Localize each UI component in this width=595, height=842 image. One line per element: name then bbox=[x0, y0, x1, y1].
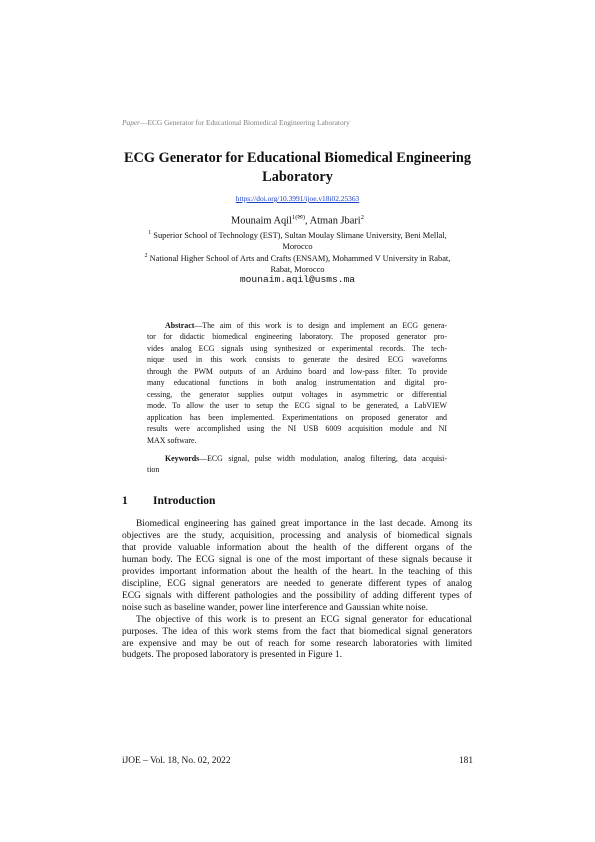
body-text bbox=[122, 519, 472, 662]
keywords-text: —ECG signal, pulse width modulation, analog filtering, data acquisi- bbox=[199, 454, 447, 463]
body-line: discipline, ECG signal generators are needed to generate different types of analog bbox=[122, 578, 472, 589]
body-line: provides important information about the health of the heart. In the teaching of this bbox=[122, 566, 472, 577]
section-number: 1 bbox=[122, 495, 128, 507]
body-line: Biomedical engineering has gained great importance in the last decade. Among its bbox=[136, 519, 472, 529]
paper-title bbox=[100, 149, 495, 187]
section-title: Introduction bbox=[153, 495, 216, 507]
body-line: ECG signals with different pathologies and the possibility of adding different types of bbox=[122, 590, 472, 601]
affiliation-line: Morocco bbox=[282, 242, 313, 252]
abstract-line: cessing, the generator supplies output voltages in asymmetric or differential bbox=[147, 389, 447, 399]
abstract-line: results were accomplished using the NI USB 6009 acquisition module and NI bbox=[147, 424, 447, 434]
author-affiliation-mark: 1(✉) bbox=[291, 214, 305, 221]
affiliation-line bbox=[130, 228, 465, 241]
doi-link[interactable]: https://doi.org/10.3991/ijoe.v18i02.25363 bbox=[235, 194, 360, 203]
author-list bbox=[100, 213, 495, 226]
affiliation-line bbox=[130, 251, 465, 264]
body-line: The objective of this work is to present an ECG signal generator for educational bbox=[136, 614, 472, 625]
abstract-line: many educational functions in both analog instrumentation and digital pro- bbox=[147, 378, 447, 388]
running-head-title: —ECG Generator for Educational Biomedical Engineering Laboratory bbox=[140, 118, 350, 127]
body-line: are expensive and may be out of reach for some research laboratories with limited bbox=[122, 638, 472, 649]
running-head bbox=[122, 118, 350, 127]
section-heading bbox=[122, 495, 215, 507]
abstract-line: mode. To allow the user to setup the ECG signal to be generated, a LabVIEW bbox=[147, 401, 447, 411]
author-name: Atman Jbari bbox=[309, 215, 361, 227]
abstract-line: tor for didactic biomedical engineering laboratory. The proposed generator pro- bbox=[147, 332, 447, 342]
footer-journal: iJOE ‒ Vol. 18, No. 02, 2022 bbox=[122, 756, 231, 766]
abstract-line: through the PWM outputs of an Arduino board and low-pass filter. To provide bbox=[147, 366, 447, 376]
footer-page-number: 181 bbox=[458, 756, 473, 766]
abstract-line: application has been implemented. Experimentations on proposed generator and bbox=[147, 412, 447, 422]
affiliation-text: Superior School of Technology (EST), Sultan Moulay Slimane University, Beni Mellal, bbox=[151, 230, 447, 240]
title-line-2: Laboratory bbox=[262, 169, 333, 185]
abstract-line: MAX software. bbox=[147, 435, 197, 445]
affiliation-2 bbox=[130, 251, 465, 276]
abstract-line: vides analog ECG signals using synthesized or experimental records. The tech- bbox=[147, 343, 447, 353]
author-name: Mounaim Aqil bbox=[231, 215, 292, 227]
body-line: that provide valuable information about the health of the different organs of the bbox=[122, 542, 472, 553]
affiliation-1 bbox=[130, 228, 465, 253]
running-head-label: Paper bbox=[122, 118, 141, 127]
abstract bbox=[147, 320, 447, 446]
abstract-line bbox=[147, 320, 447, 331]
body-line: noise such as baseline wander, power line interference and Gaussian white noise. bbox=[122, 602, 428, 613]
body-line: purposes. The idea of this work stems from the fact that biomedical signal generators bbox=[122, 626, 472, 637]
body-line: budgets. The proposed laboratory is presented in Figure 1. bbox=[122, 650, 342, 661]
keywords-line bbox=[147, 453, 447, 464]
author-separator: , bbox=[304, 215, 310, 227]
body-line: objectives are the study, acquisition, processing and analysis of biomedical signals bbox=[122, 530, 472, 541]
affiliation-text: National Higher School of Arts and Crafts (ENSAM), Mohammed V University in Rabat, bbox=[147, 253, 451, 263]
body-line: human body. The ECG signal is one of the most important of these signals because it bbox=[122, 554, 472, 565]
abstract-line: nique used in this work consists to generate the desired ECG waveforms bbox=[147, 355, 447, 365]
affiliation-mark: 2 bbox=[144, 253, 148, 259]
title-line-1: ECG Generator for Educational Biomedical Engineering bbox=[124, 150, 471, 166]
keywords bbox=[147, 453, 447, 476]
keywords-heading: Keywords bbox=[165, 454, 200, 463]
affiliation-mark: 1 bbox=[148, 230, 152, 236]
author-affiliation-mark: 2 bbox=[360, 214, 364, 221]
keywords-line: tion bbox=[147, 465, 160, 475]
abstract-text: —The aim of this work is to design and implement an ECG genera- bbox=[194, 321, 447, 330]
author-email[interactable]: mounaim.aqil@usms.ma bbox=[239, 274, 356, 285]
affiliation-line: Rabat, Morocco bbox=[270, 265, 325, 275]
abstract-heading: Abstract bbox=[165, 321, 195, 330]
